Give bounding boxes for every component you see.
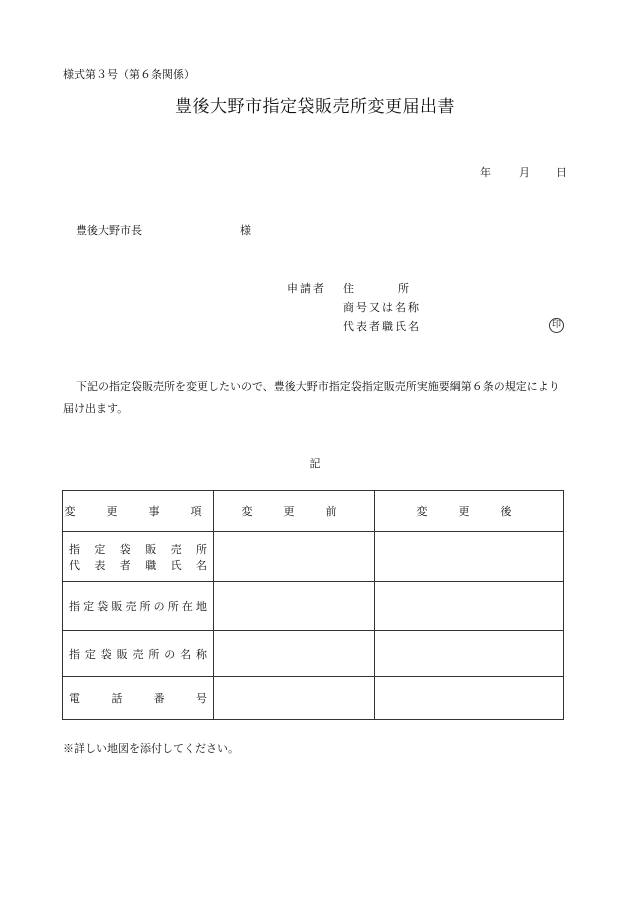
body-text: 下記の指定袋販売所を変更したいので、豊後大野市指定袋指定販売所実施要綱第６条の規定により届け出ます。 (63, 380, 560, 415)
addressee-name: 豊後大野市長 (76, 224, 142, 237)
footnote: ※詳しい地図を添付してください。 (63, 742, 239, 755)
table-header-row (63, 491, 564, 532)
seal-mark: 印 (549, 318, 564, 333)
row-label-line: 指定袋販売所の名称 (69, 647, 207, 661)
cell-after[interactable] (375, 631, 564, 677)
row-label-line: 電話番号 (69, 692, 207, 705)
cell-before[interactable] (214, 631, 375, 677)
ki-heading: 記 (309, 457, 321, 470)
date-month-label: 月 (519, 166, 530, 179)
applicant-representative-label: 代表者職氏名 (343, 320, 421, 333)
row-label (63, 677, 214, 720)
header-after: 変 更 後 (375, 491, 564, 532)
applicant-label: 申請者 (287, 282, 326, 295)
row-label-line: 指定袋販売所 (69, 542, 207, 556)
table-row (63, 631, 564, 677)
row-label (63, 631, 214, 677)
table-row (63, 532, 564, 582)
row-label (63, 582, 214, 631)
document-title: 豊後大野市指定袋販売所変更届出書 (175, 97, 455, 117)
applicant-trade-name-label: 商号又は名称 (343, 301, 421, 314)
form-number: 様式第３号（第６条関係） (63, 68, 195, 81)
row-label-line: 代表者職氏名 (69, 558, 207, 572)
date-day-label: 日 (556, 166, 567, 179)
cell-after[interactable] (375, 677, 564, 720)
date-year-label: 年 (480, 166, 491, 179)
table-row (63, 582, 564, 631)
cell-after[interactable] (375, 532, 564, 582)
addressee-honorific: 様 (240, 224, 251, 237)
change-table (62, 490, 564, 720)
row-label-line: 指定袋販売所の所在地 (69, 600, 207, 613)
cell-before[interactable] (214, 677, 375, 720)
row-label (63, 532, 214, 582)
applicant-address-label: 住 所 (343, 282, 409, 295)
cell-before[interactable] (214, 532, 375, 582)
header-change-item: 変 更 事 項 (63, 491, 214, 532)
table-row (63, 677, 564, 720)
cell-after[interactable] (375, 582, 564, 631)
header-before: 変 更 前 (214, 491, 375, 532)
cell-before[interactable] (214, 582, 375, 631)
